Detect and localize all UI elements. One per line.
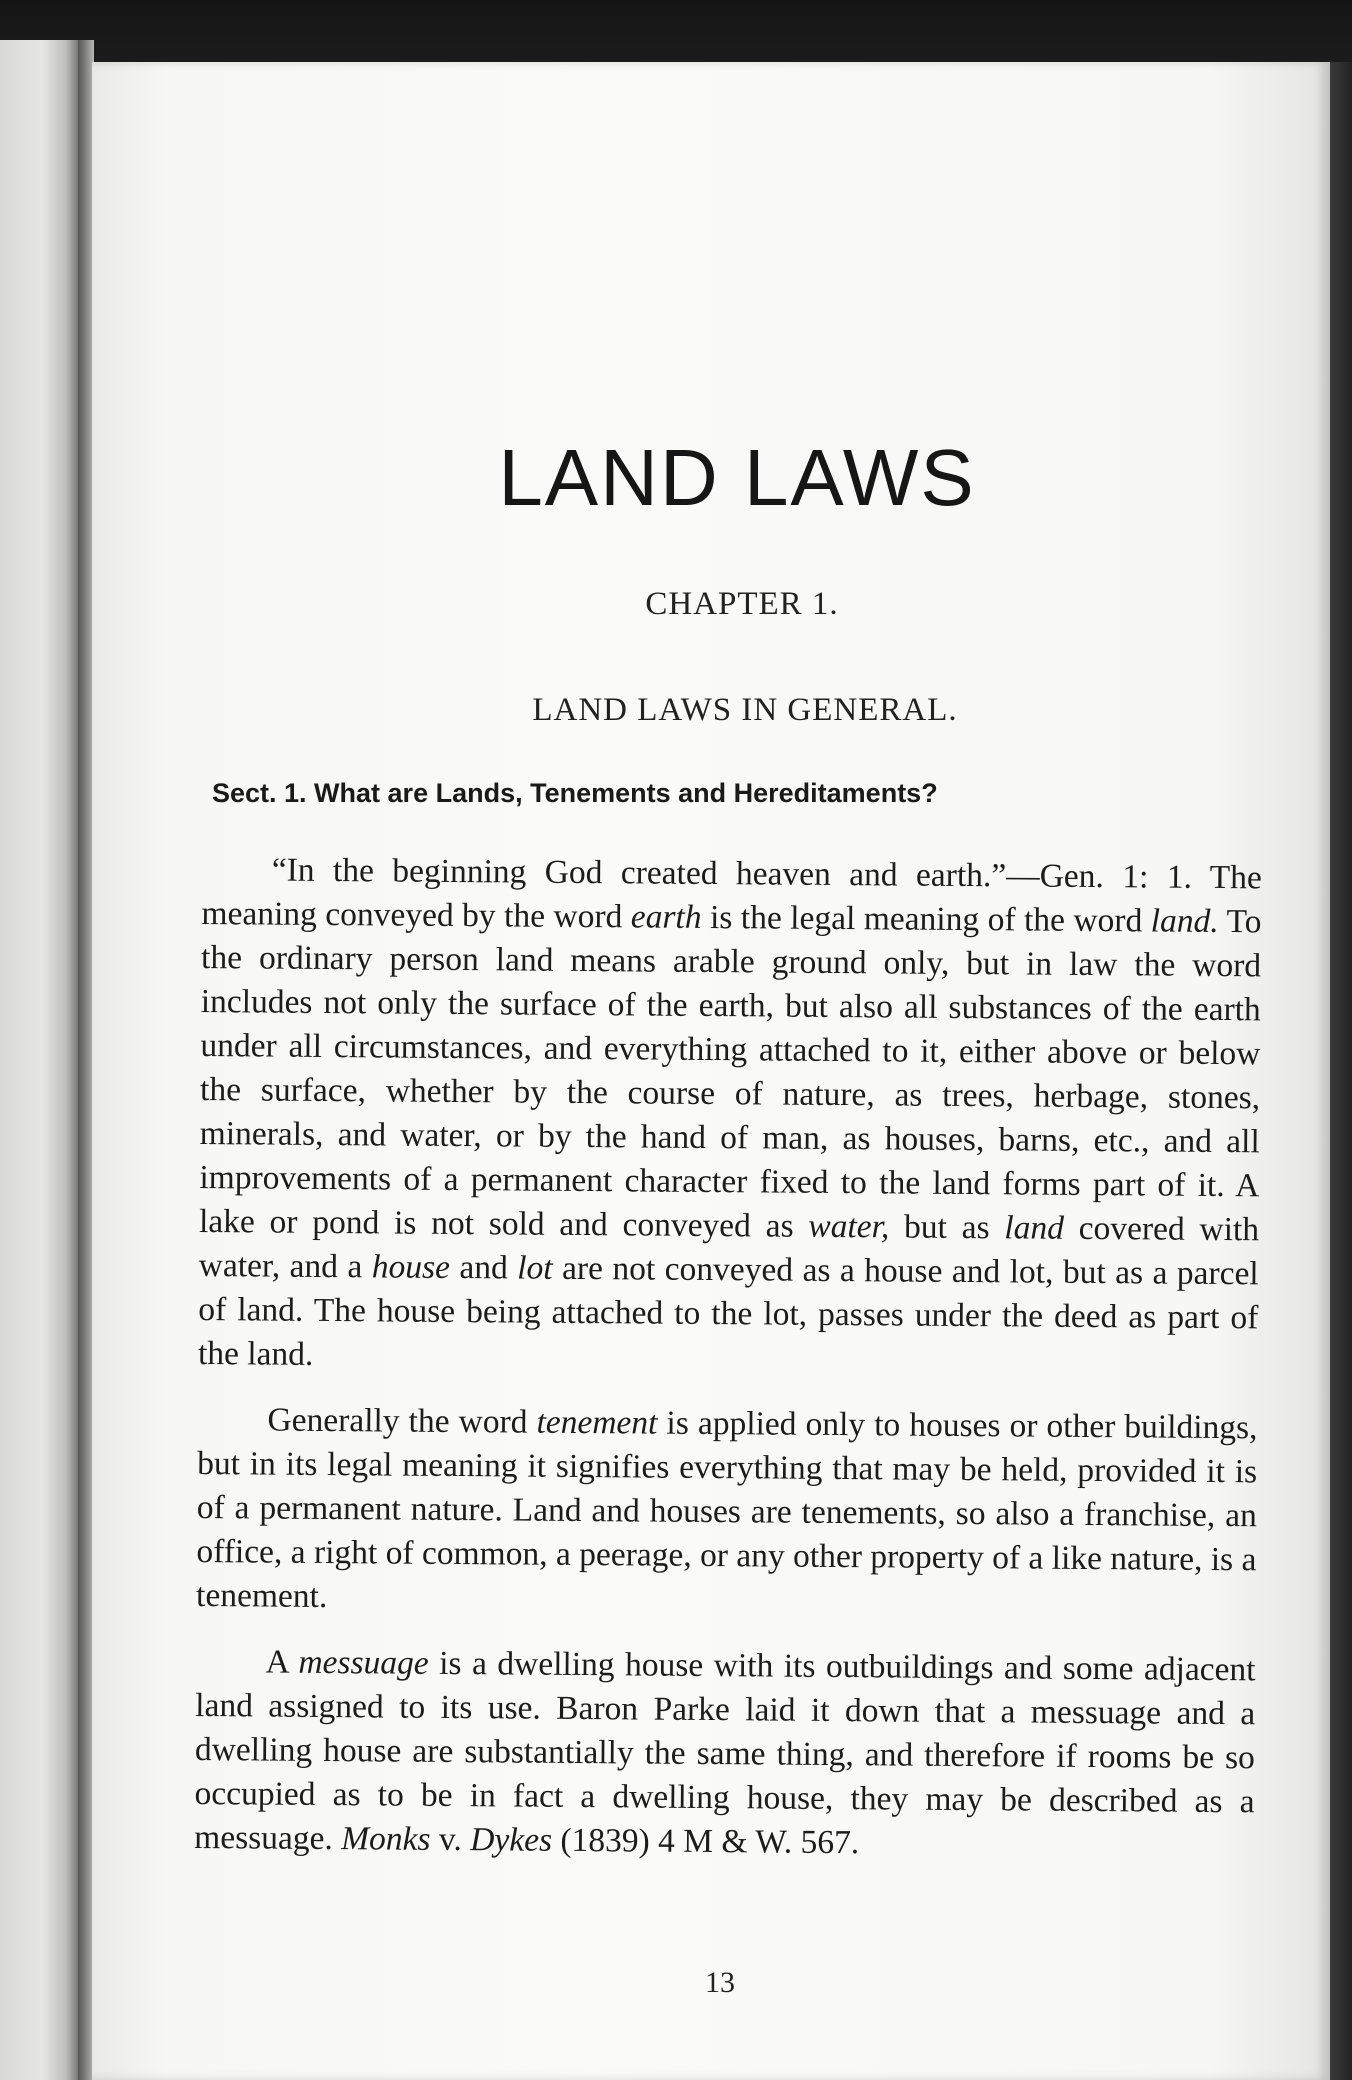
paragraph-messuage: A messuage is a dwelling house with its outbuildings and some adjacent land assigned to its use. Baron Parke laid it down that a messuage and a dwelling house are substantially the same thing, and therefore if rooms be so occupied as to be in fact a dwelling house, they may be described as a messuage. Monks v. Dykes (1839) 4 M & W. 567. (194, 1643, 1256, 1862)
book-page (92, 62, 1330, 2080)
section-heading: Sect. 1. What are Lands, Tenements and Hereditaments? (212, 778, 938, 808)
page-stack-edge (1330, 62, 1352, 2080)
emphasis-water: water, (808, 1207, 890, 1246)
paragraph-tenement: Generally the word tenement is applied only to houses or other buildings, but in its legal meaning it signifies everything that may be held, provided it is of a permanent nature. Land and houses are tenements, so also a franchise, an office, a right of common, a peerage, or any other property of a like nature, is a tenement. (195, 1401, 1258, 1616)
paragraph-land: “In the beginning God created heaven and earth.”—Gen. 1: 1. The meaning conveyed by the word earth is the legal meaning of the word land. To the ordinary person land means arable ground only, but in law the word includes not only the surface of the earth, but also all substances of the earth under all circumstances, and everything attached to it, either above or below the surface, whether by the course of nature, as trees, herbage, stones, minerals, and water, or by the hand of man, as houses, barns, etc., and all improvements of a permanent character fixed to the land forms part of it. A lake or pond is not sold and conveyed as water, but as land covered with water, and a house and lot are not conveyed as a house and lot, but as a parcel of land. The house being attached to the lot, passes under the deed as part of the land. (197, 851, 1262, 1373)
chapter-number: CHAPTER 1. (645, 586, 839, 622)
book-title: LAND LAWS (498, 433, 976, 522)
emphasis-tenement: tenement (536, 1403, 658, 1442)
emphasis-messuage: messuage (298, 1643, 429, 1682)
facing-page-edge (0, 40, 78, 2080)
case-name-dykes: Dykes (470, 1821, 553, 1859)
emphasis-house: house (371, 1248, 451, 1286)
emphasis-lot: lot (517, 1249, 553, 1287)
body-text (194, 848, 1262, 1890)
emphasis-land-2: land (1004, 1209, 1065, 1247)
emphasis-land: land. (1150, 902, 1219, 940)
case-name-monks: Monks (341, 1820, 431, 1858)
chapter-title: LAND LAWS IN GENERAL. (532, 692, 958, 728)
emphasis-earth: earth (630, 898, 702, 936)
page-number: 13 (705, 1966, 735, 1999)
